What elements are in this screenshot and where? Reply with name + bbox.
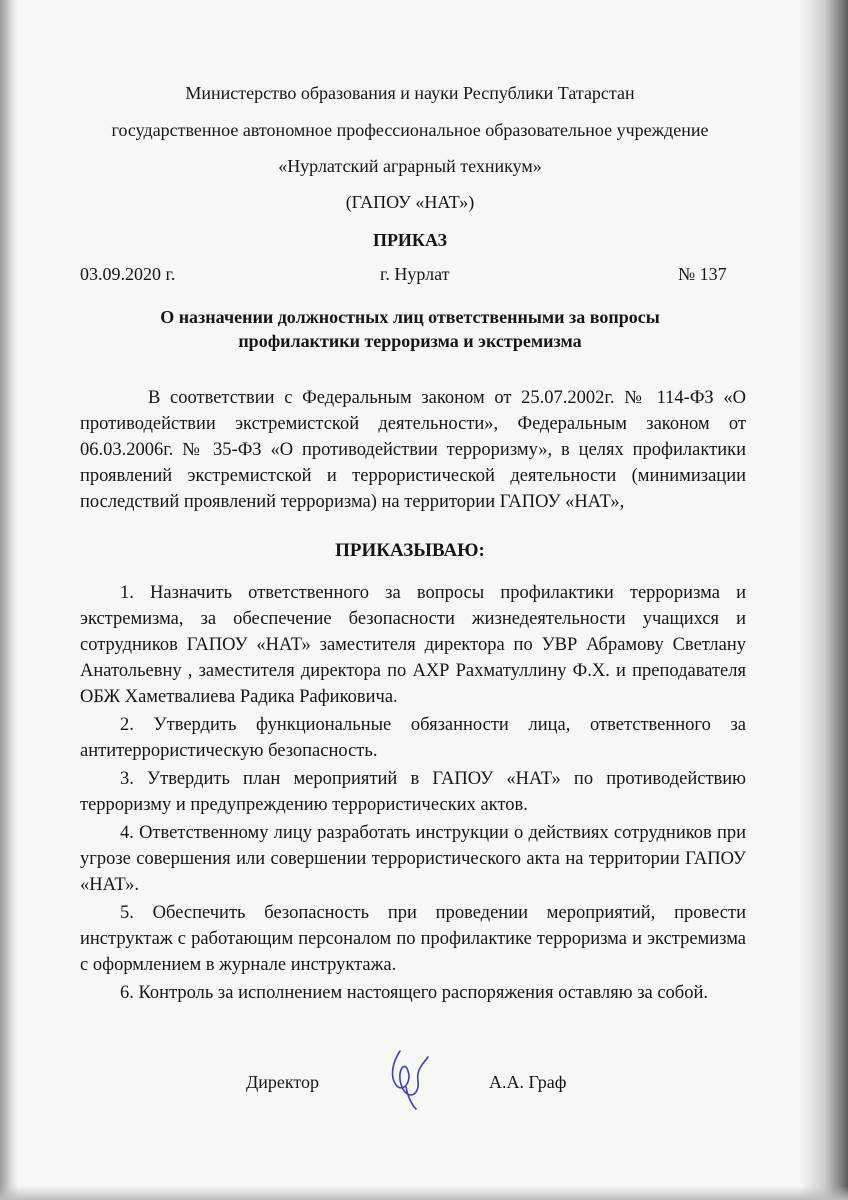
scan-shadow-right — [800, 0, 848, 1200]
order-number: № 137 — [678, 264, 727, 284]
preamble-text: В соответствии с Федеральным законом от 25.07.2002г. № 114-ФЗ «О противодействии экстремистской деятельности», Федеральным законом от 06.03.2006г. № 35-ФЗ «О противодействии терроризму», в целях профилактики проявлений экстремистской и террористической деятельности (минимизации последствий проявлений терроризма) на территории ГАПОУ «НАТ», — [80, 387, 746, 512]
scan-shadow-left — [0, 0, 18, 1200]
preamble-block — [80, 366, 746, 533]
order-item: 2. Утвердить функциональные обязанности лица, ответственного за антитеррористическую безопасность. — [80, 715, 746, 761]
institution-type: государственное автономное профессиональное образовательное учреждение — [111, 120, 709, 140]
order-item: 6. Контроль за исполнением настоящего распоряжения оставляю за собой. — [120, 983, 708, 1003]
document-type: ПРИКАЗ — [372, 230, 448, 250]
order-title-line2: профилактики терроризма и экстремизма — [238, 331, 582, 351]
ministry-name: Министерство образования и науки Республики Татарстан — [185, 83, 635, 103]
order-date: 03.09.2020 г. — [80, 264, 176, 284]
order-item: 3. Утвердить план мероприятий в ГАПОУ «НАТ» по противодействию терроризму и предупреждению террористических актов. — [80, 769, 746, 815]
order-item: 1. Назначить ответственного за вопросы профилактики терроризма и экстремизма, за обеспечение безопасности жизнедеятельности учащихся и сотрудников ГАПОУ «НАТ» заместителя директора по УВР Абрамову Светлану Анатольевну , заместителя директора по АХР Рахматуллину Ф.Х. и преподавателя ОБЖ Хаметвалиева Радика Рафиковича. — [80, 583, 746, 707]
handwritten-signature — [386, 1043, 432, 1111]
order-item: 4. Ответственному лицу разработать инструкции о действиях сотрудников при угрозе совершения или совершении террористического акта на территории ГАПОУ «НАТ». — [80, 823, 746, 895]
order-item: 5. Обеспечить безопасность при проведении мероприятий, провести инструктаж с работающим персоналом по профилактике терроризма и экстремизма с оформлением в журнале инструктажа. — [80, 903, 746, 975]
order-items — [80, 580, 746, 1006]
decree-word: ПРИКАЗЫВАЮ: — [335, 540, 485, 561]
institution-abbreviation: (ГАПОУ «НАТ») — [345, 192, 475, 212]
signoff-position: Директор — [246, 1072, 320, 1092]
signoff-name: А.А. Граф — [489, 1072, 567, 1092]
order-title-line1: О назначении должностных лиц ответственными за вопросы — [160, 307, 660, 327]
institution-name: «Нурлатский аграрный техникум» — [278, 156, 542, 176]
order-city: г. Нурлат — [380, 264, 450, 284]
scan-shadow-bottom — [0, 1186, 848, 1200]
